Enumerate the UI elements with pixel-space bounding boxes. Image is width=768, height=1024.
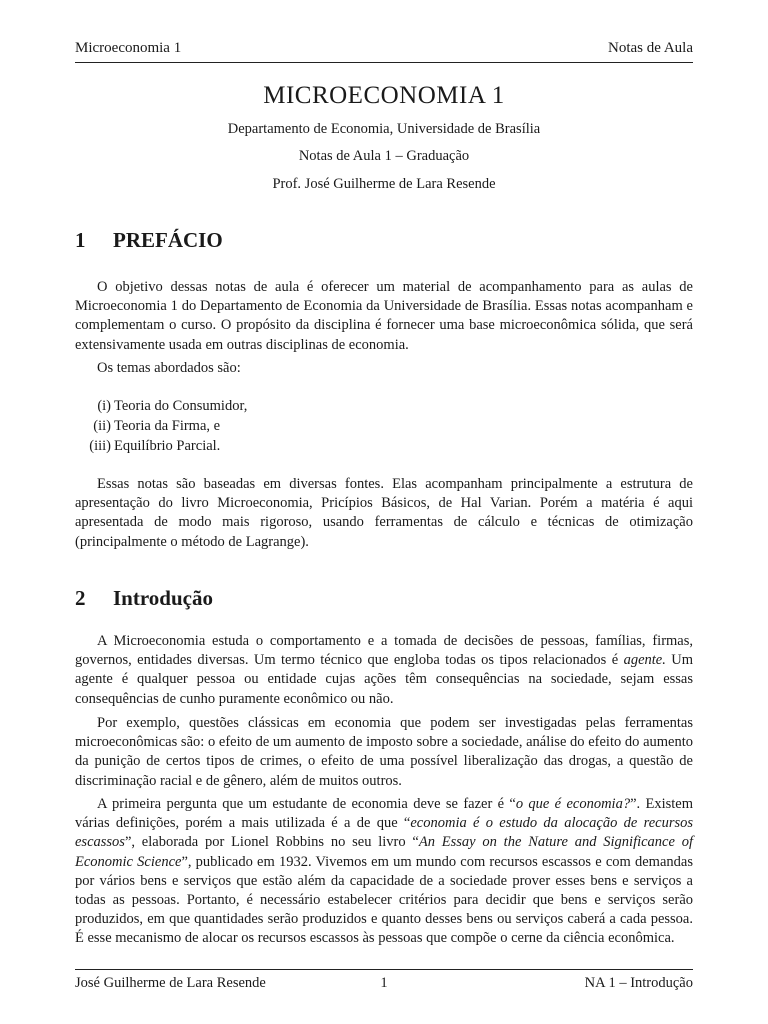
list-item (75, 396, 693, 416)
text-run: ”, publicado em 1932. Vivemos em um mundo com recursos escassos e com demandas por vários bens e serviços que estão além da capacidade de a sociedade prover esses bens e serviços a todas as pessoas. Portanto, é necessário estabelecer critérios para decidir que bens e serviços serão produzidos, em que quantidades serão produzidos e quanto desses bens ou serviços caberá a cada pessoa. É esse mecanismo de alocar os recursos escassos às pessoas que compõe o cerne da ciência econômica. (75, 853, 693, 947)
section-2-heading (75, 586, 693, 611)
emphasis-book-title: An Essay on the Nature and Significance of Economic Science (75, 834, 694, 870)
subtitle-department: Departamento de Economia, Universidade de Brasília (227, 121, 541, 137)
footer (75, 975, 693, 992)
text-run: Um agente é qualquer pessoa ou entidade cujas ações têm consequências na sociedade, sejam essas consequências de cunho puramente econômico ou não. (75, 652, 694, 707)
header-rule (75, 62, 693, 63)
section-2-paragraph-2: Por exemplo, questões clássicas em economia que podem ser investigadas pelas ferramentas microeconômicas são: o efeito de um aumento de imposto sobre a sociedade, análise do efeito do aumento da punição de certos tipos de crimes, o efeito de uma possível liberalização das drogas, a questão de discriminação racial e de gênero, além de muitos outros. (75, 715, 693, 789)
topics-list (75, 396, 693, 456)
list-item-label: (ii) (93, 418, 111, 434)
footer-left: José Guilherme de Lara Resende (75, 975, 266, 991)
text-run: A Microeconomia estuda o comportamento e a tomada de decisões de pessoas, famílias, firmas, governos, entidades diversas. Um termo técnico que engloba todas os tipos relacionados é (75, 633, 693, 669)
subtitle-professor: Prof. José Guilherme de Lara Resende (272, 176, 496, 192)
emphasis-definition: economia é o estudo da alocação de recursos escassos (75, 815, 693, 851)
section-1-heading (75, 228, 693, 253)
section-2-paragraph-1 (75, 632, 693, 709)
list-item (75, 416, 693, 436)
subtitle-course: Notas de Aula 1 – Graduação (298, 148, 470, 164)
section-2-number: 2 (75, 586, 86, 610)
list-item-label: (i) (97, 398, 111, 414)
footer-rule (75, 969, 693, 970)
section-1-title: PREFÁCIO (113, 228, 223, 252)
section-1-paragraph-2: Os temas abordados são: (97, 360, 241, 376)
running-header (75, 40, 693, 60)
section-1-paragraph-3: Essas notas são baseadas em diversas fontes. Elas acompanham principalmente a estrutura de apresentação do livro Microeconomia, Pricípios Básicos, de Hal Varian. Porém a matéria é aqui apresentada de modo mais rigoroso, usando ferramentas de cálculo e técnicas de otimização (principalmente o método de Lagrange). (75, 476, 693, 550)
list-item-text: Teoria da Firma, e (114, 418, 221, 434)
emphasis-agente: agente. (623, 652, 666, 669)
text-run: ”, elaborada por Lionel Robbins no seu livro “ (124, 834, 419, 851)
list-item-text: Teoria do Consumidor, (114, 398, 248, 414)
text-run: ”. Existem várias definições, porém a mais utilizada é a de que “ (75, 796, 693, 832)
header-left: Microeconomia 1 (75, 40, 182, 56)
page-number: 1 (380, 975, 388, 991)
footer-right: NA 1 – Introdução (584, 975, 693, 991)
list-item-text: Equilíbrio Parcial. (114, 438, 221, 454)
section-1-paragraph-1: O objetivo dessas notas de aula é oferecer um material de acompanhamento para as aulas de Microeconomia 1 do Departamento de Economia da Universidade de Brasília. Essas notas acompanham e complementam o curso. O propósito da disciplina é fornecer uma base microeconômica sólida, que será extensivamente usada em outras disciplinas de economia. (75, 279, 693, 353)
section-2-paragraph-3 (75, 795, 693, 949)
list-item-label: (iii) (89, 438, 111, 454)
text-run: A primeira pergunta que um estudante de economia deve se fazer é “ (97, 796, 516, 812)
header-right: Notas de Aula (608, 40, 693, 56)
section-2-title: Introdução (113, 586, 213, 610)
section-1-number: 1 (75, 228, 86, 252)
list-item (75, 436, 693, 456)
document-title: MICROECONOMIA 1 (263, 82, 505, 109)
emphasis-question: o que é economia? (515, 796, 631, 812)
